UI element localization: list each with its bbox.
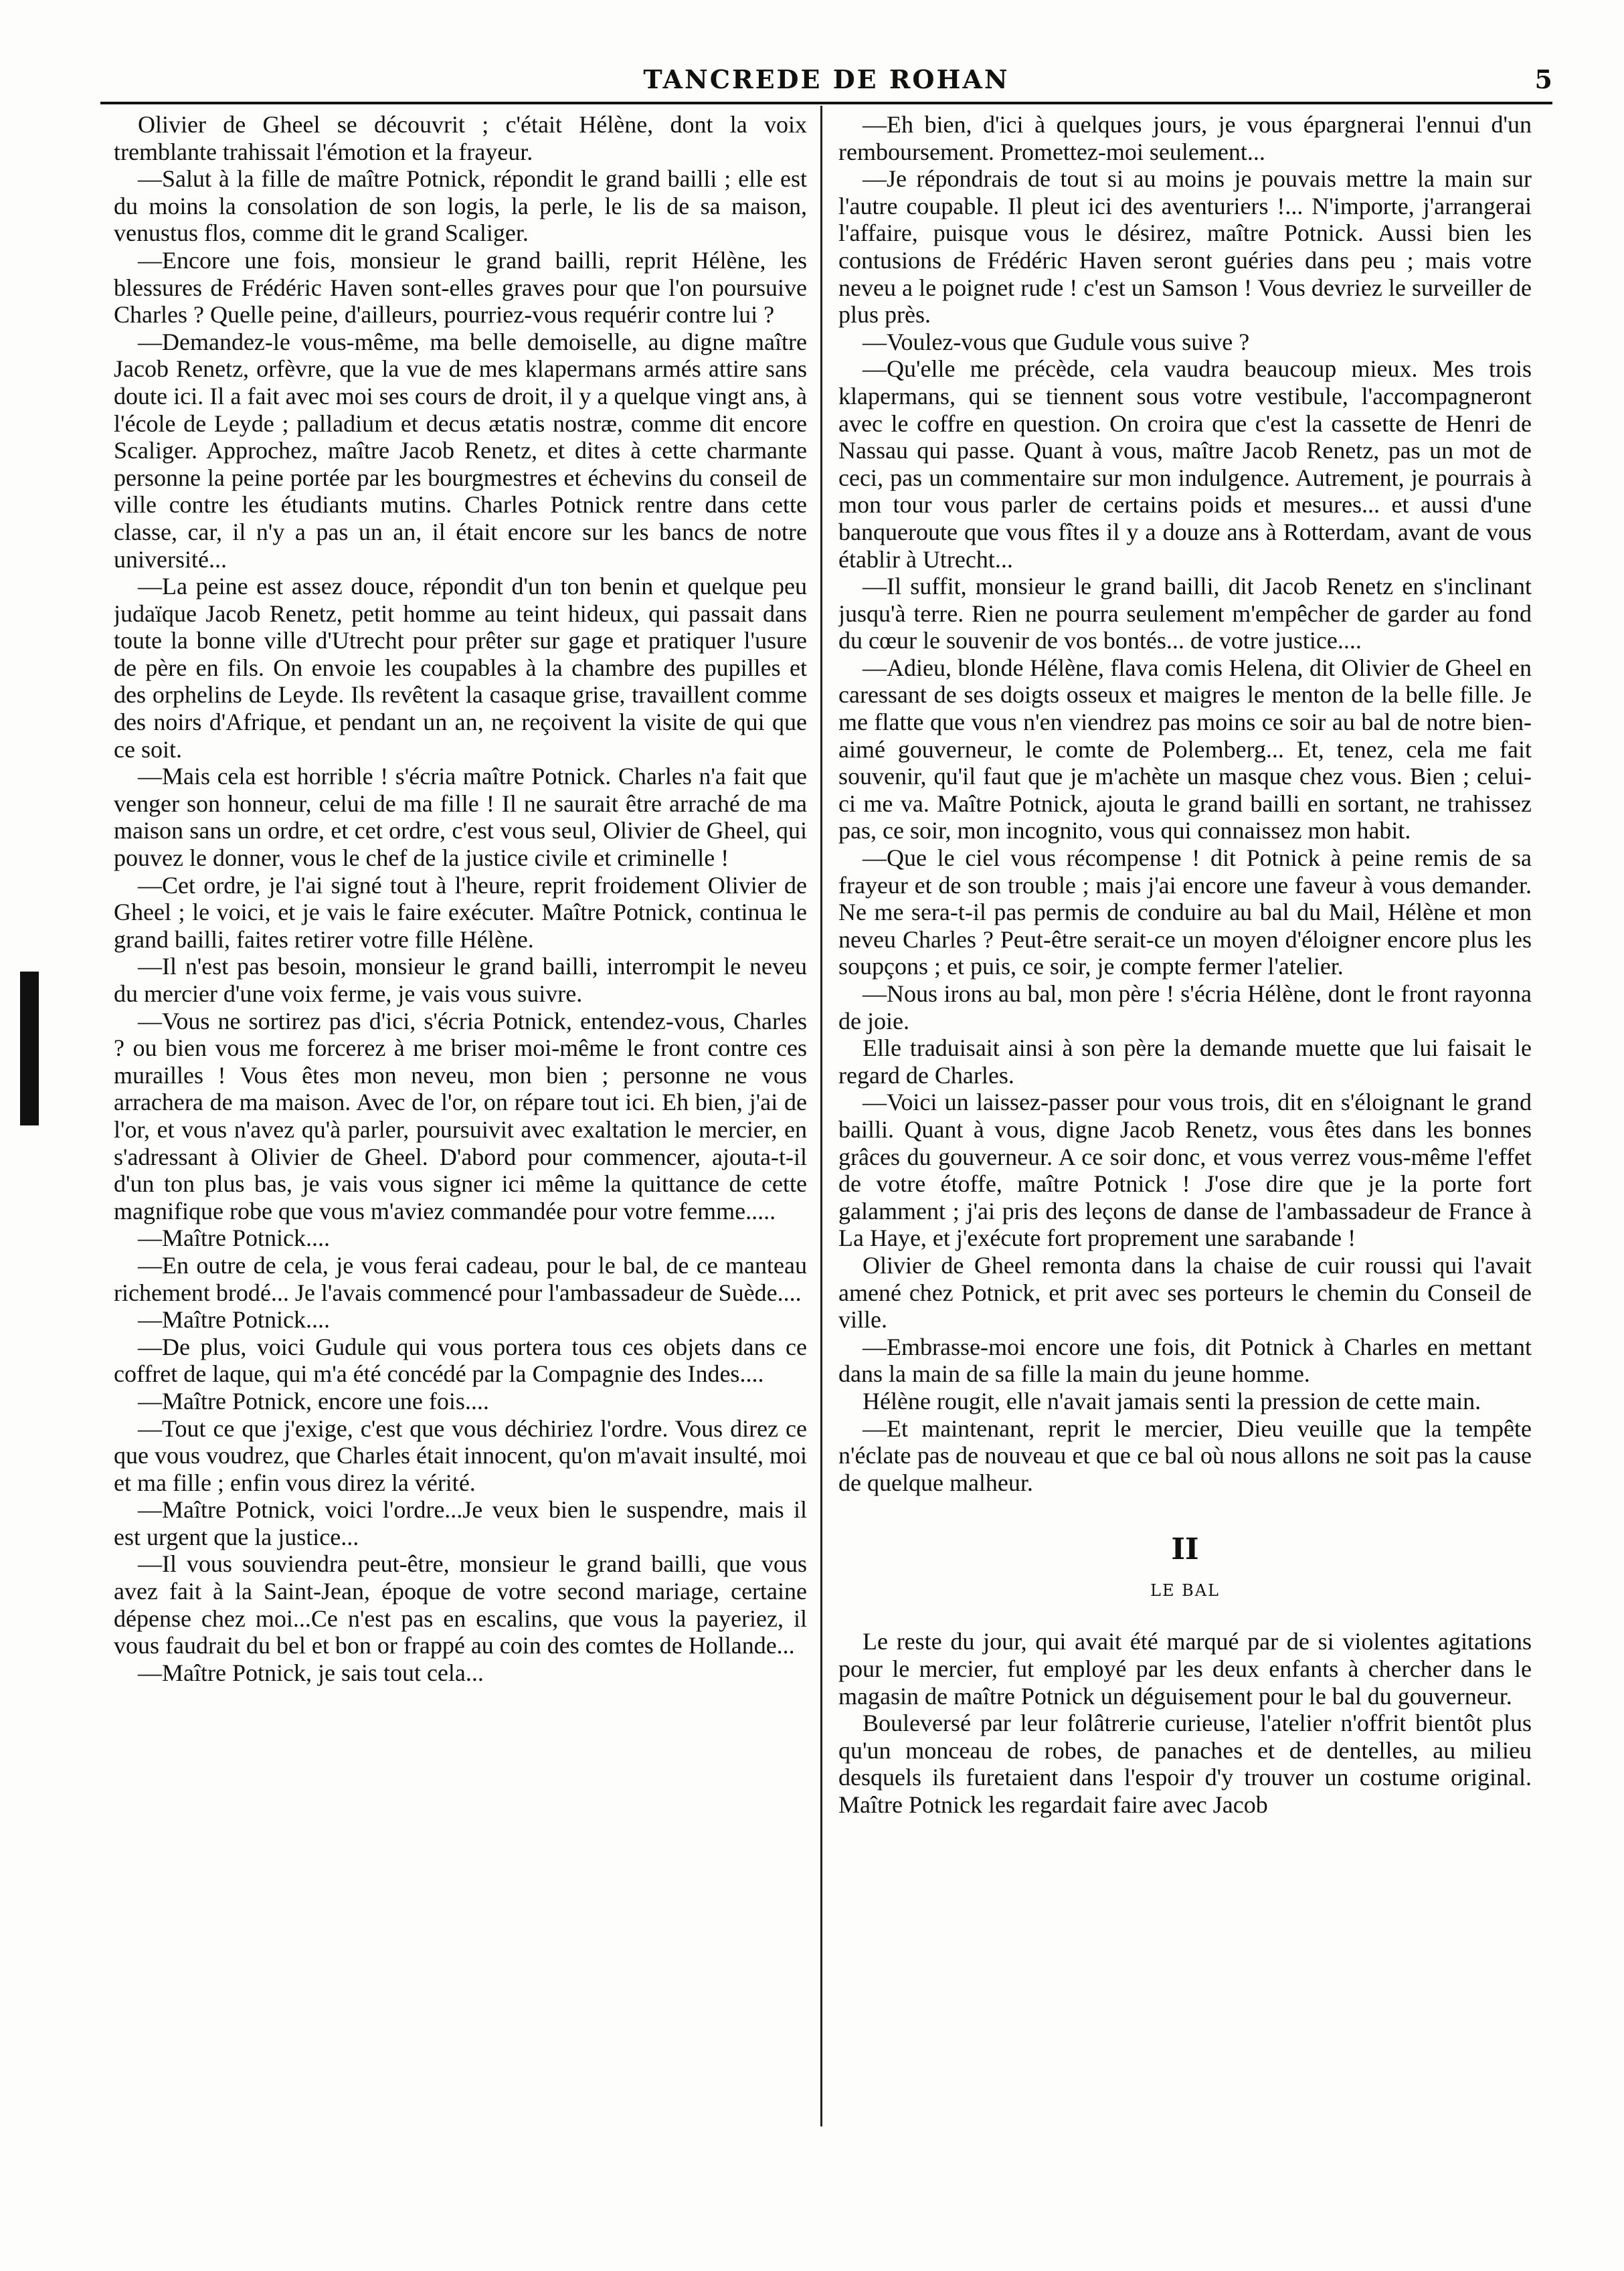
paragraph: —Nous irons au bal, mon père ! s'écria Hélène, dont le front rayonna de joie.	[838, 980, 1532, 1034]
paragraph: —En outre de cela, je vous ferai cadeau, pour le bal, de ce manteau richement brodé... Je l'avais commencé pour l'ambassadeur de Suède....	[114, 1251, 807, 1306]
right-column	[838, 111, 1532, 2125]
paragraph: Olivier de Gheel se découvrit ; c'était Hélène, dont la voix tremblante trahissait l'émotion et la frayeur.	[114, 111, 807, 165]
paragraph: —Maître Potnick, je sais tout cela...	[138, 1659, 484, 1686]
paragraph: —Voulez-vous que Gudule vous suive ?	[863, 328, 1250, 355]
paragraph: —Tout ce que j'exige, c'est que vous déchiriez l'ordre. Vous direz ce que vous voudrez, que Charles était innocent, qu'on m'avait insulté, moi et ma fille ; enfin vous direz la vérité.	[114, 1415, 807, 1496]
paragraph: —Salut à la fille de maître Potnick, répondit le grand bailli ; elle est du moins la consolation de son logis, la perle, le lis de sa maison, venustus flos, comme dit le grand Scaliger.	[114, 165, 807, 247]
column-divider	[820, 106, 822, 2126]
running-title: TANCREDE DE ROHAN	[643, 64, 1010, 94]
left-column	[114, 111, 807, 2125]
margin-marker	[20, 972, 39, 1125]
paragraph: —Embrasse-moi encore une fois, dit Potnick à Charles en mettant dans la main de sa fille la main du jeune homme.	[838, 1333, 1532, 1388]
paragraph: —Cet ordre, je l'ai signé tout à l'heure, reprit froidement Olivier de Gheel ; le voici, et je vais le faire exécuter. Maître Potnick, continua le grand bailli, faites retirer votre fille Hélène.	[114, 871, 807, 953]
paragraph: —Maître Potnick, voici l'ordre...Je veux bien le suspendre, mais il est urgent que la justice...	[114, 1496, 807, 1550]
paragraph: Elle traduisait ainsi à son père la demande muette que lui faisait le regard de Charles.	[838, 1034, 1532, 1089]
paragraph: —La peine est assez douce, répondit d'un ton benin et quelque peu judaïque Jacob Renetz, petit homme au teint hideux, qui passait dans toute la bonne ville d'Utrecht pour prêter sur gage et pratiquer l'usure de père en fils. On envoie les coupables à la chambre des pupilles et des orphelins de Leyde. Ils revêtent la casaque grise, travaillent comme des noirs d'Afrique, et pendant un an, ne reçoivent la visite de qui que ce soit.	[114, 573, 807, 763]
right-column-text	[838, 111, 1532, 1496]
paragraph: —Mais cela est horrible ! s'écria maître Potnick. Charles n'a fait que venger son honneur, celui de ma fille ! Il ne saurait être arraché de ma maison sans un ordre, et cet ordre, c'est vous seul, Olivier de Gheel, qui pouvez le donner, vous le chef de la justice civile et criminelle !	[114, 763, 807, 872]
section-text	[838, 1628, 1532, 1818]
section-title: LE BAL	[1150, 1580, 1220, 1600]
header-rule	[100, 102, 1552, 104]
paragraph: —Je répondrais de tout si au moins je pouvais mettre la main sur l'autre coupable. Il pleut ici des aventuriers !... N'importe, j'arrangerai l'affaire, puisque vous le désirez, maître Potnick. Aussi bien les contusions de Frédéric Haven seront guéries dans peu ; mais votre neveu a le poignet rude ! c'est un Samson ! Vous devriez le surveiller de plus près.	[838, 165, 1532, 329]
section-number: II	[1171, 1532, 1199, 1567]
paragraph: —Maître Potnick....	[138, 1306, 330, 1334]
paragraph: —Il vous souviendra peut-être, monsieur le grand bailli, que vous avez fait à la Saint-Jean, époque de votre second mariage, certaine dépense chez moi...Ce n'est pas en escalins, que vous la payeriez, il vous faudrait du bel et bon or frappé au coin des comtes de Hollande...	[114, 1550, 807, 1659]
paragraph: —Il n'est pas besoin, monsieur le grand bailli, interrompit le neveu du mercier d'une voix ferme, je vais vous suivre.	[114, 953, 807, 1007]
paragraph: —Qu'elle me précède, cela vaudra beaucoup mieux. Mes trois klapermans, qui se tiennent sous votre vestibule, l'accompagneront avec le coffre en question. On croira que c'est la cassette de Henri de Nassau qui passe. Quant à vous, maître Jacob Renetz, pas un mot de ceci, pas un commentaire sur mon indulgence. Autrement, je pourrais à mon tour vous parler de certains poids et mesures... et aussi d'une banqueroute que vous fîtes il y a douze ans à Rotterdam, avant de vous établir à Utrecht...	[838, 355, 1532, 573]
paragraph: Olivier de Gheel remonta dans la chaise de cuir roussi qui l'avait amené chez Potnick, et prit avec ses porteurs le chemin du Conseil de ville.	[838, 1251, 1532, 1334]
paragraph: —Que le ciel vous récompense ! dit Potnick à peine remis de sa frayeur et de son trouble ; mais j'ai encore une faveur à vous demander. Ne me sera-t-il pas permis de conduire au bal du Mail, Hélène et mon neveu Charles ? Peut-être serait-ce un moyen d'éloigner encore plus les soupçons ; et puis, ce soir, je compte fermer l'atelier.	[838, 844, 1532, 980]
paragraph: Hélène rougit, elle n'avait jamais senti la pression de cette main.	[863, 1387, 1481, 1415]
paragraph: —Encore une fois, monsieur le grand bailli, reprit Hélène, les blessures de Frédéric Haven sont-elles graves pour que l'on poursuive Charles ? Quelle peine, d'ailleurs, pourriez-vous requérir contre lui ?	[114, 246, 807, 329]
paragraph: —Et maintenant, reprit le mercier, Dieu veuille que la tempête n'éclate pas de nouveau et que ce bal où nous allons ne soit pas la cause de quelque malheur.	[838, 1415, 1532, 1496]
page-header	[100, 64, 1552, 104]
paragraph: —Il suffit, monsieur le grand bailli, dit Jacob Renetz en s'inclinant jusqu'à terre. Rien ne pourra seulement m'empêcher de garder au fond du cœur le souvenir de vos bontés... de votre justice....	[838, 573, 1532, 654]
paragraph: —Demandez-le vous-même, ma belle demoiselle, au digne maître Jacob Renetz, orfèvre, que la vue de mes klapermans armés attire sans doute ici. Il a fait avec moi ses cours de droit, il y a quelque vingt ans, à l'école de Leyde ; palladium et decus ætatis nostræ, comme dit encore Scaliger. Approchez, maître Jacob Renetz, et dites à cette charmante personne la peine portée par les bourgmestres et échevins du conseil de ville contre les étudiants mutins. Charles Potnick rentre dans cette classe, car, il n'y a pas un an, il était encore sur les bancs de notre université...	[114, 328, 807, 573]
paragraph: —Maître Potnick....	[138, 1224, 330, 1252]
paragraph: —Adieu, blonde Hélène, flava comis Helena, dit Olivier de Gheel en caressant de ses doigts osseux et maigres le menton de la belle fille. Je me flatte que vous n'en viendrez pas moins ce soir au bal de notre bien-aimé gouverneur, le comte de Polemberg... Et, tenez, cela me fait souvenir, qu'il faut que je m'achète un masque chez vous. Bien ; celui-ci me va. Maître Potnick, ajouta le grand bailli en sortant, ne trahissez pas, ce soir, mon incognito, vous qui connaissez mon habit.	[838, 654, 1532, 844]
paragraph: —De plus, voici Gudule qui vous portera tous ces objets dans ce coffret de laque, qui m'a été concédé par la Compagnie des Indes....	[114, 1333, 807, 1388]
paragraph: —Maître Potnick, encore une fois....	[138, 1387, 489, 1415]
paragraph: Le reste du jour, qui avait été marqué par de si violentes agitations pour le mercier, fut employé par les deux enfants à chercher dans le magasin de maître Potnick un déguisement pour le bal du gouverneur.	[838, 1628, 1532, 1710]
paragraph: —Vous ne sortirez pas d'ici, s'écria Potnick, entendez-vous, Charles ? ou bien vous me forcerez à me briser moi-même le front contre ces murailles ! Vous êtes mon neveu, mon bien ; personne ne vous arrachera de ma maison. Avec de l'or, on répare tout ici. Eh bien, j'ai de l'or, et vous n'avez qu'à parler, poursuivit avec exaltation le mercier, en s'adressant à Olivier de Gheel. D'abord pour commencer, ajouta-t-il d'un ton plus bas, je vais vous signer ici même la quittance de cette magnifique robe que vous m'aviez commandée pour votre femme.....	[114, 1007, 807, 1224]
paragraph: —Eh bien, d'ici à quelques jours, je vous épargnerai l'ennui d'un remboursement. Promettez-moi seulement...	[838, 111, 1532, 165]
paragraph: —Voici un laissez-passer pour vous trois, dit en s'éloignant le grand bailli. Quant à vous, digne Jacob Renetz, vous êtes dans les bonnes grâces du gouverneur. A ce soir donc, et vous verrez vous-même l'effet de votre étoffe, maître Potnick ! J'ose dire que je la porte fort galamment ; j'ai pris des leçons de danse de l'ambassadeur de France à La Haye, et j'exécute fort proprement une sarabande !	[838, 1089, 1532, 1252]
paragraph: Bouleversé par leur folâtrerie curieuse, l'atelier n'offrit bientôt plus qu'un monceau de robes, de panaches et de dentelles, au milieu desquels ils furetaient dans l'espoir d'y trouver un costume original. Maître Potnick les regardait faire avec Jacob	[838, 1710, 1532, 1819]
page-number: 5	[1534, 64, 1552, 94]
